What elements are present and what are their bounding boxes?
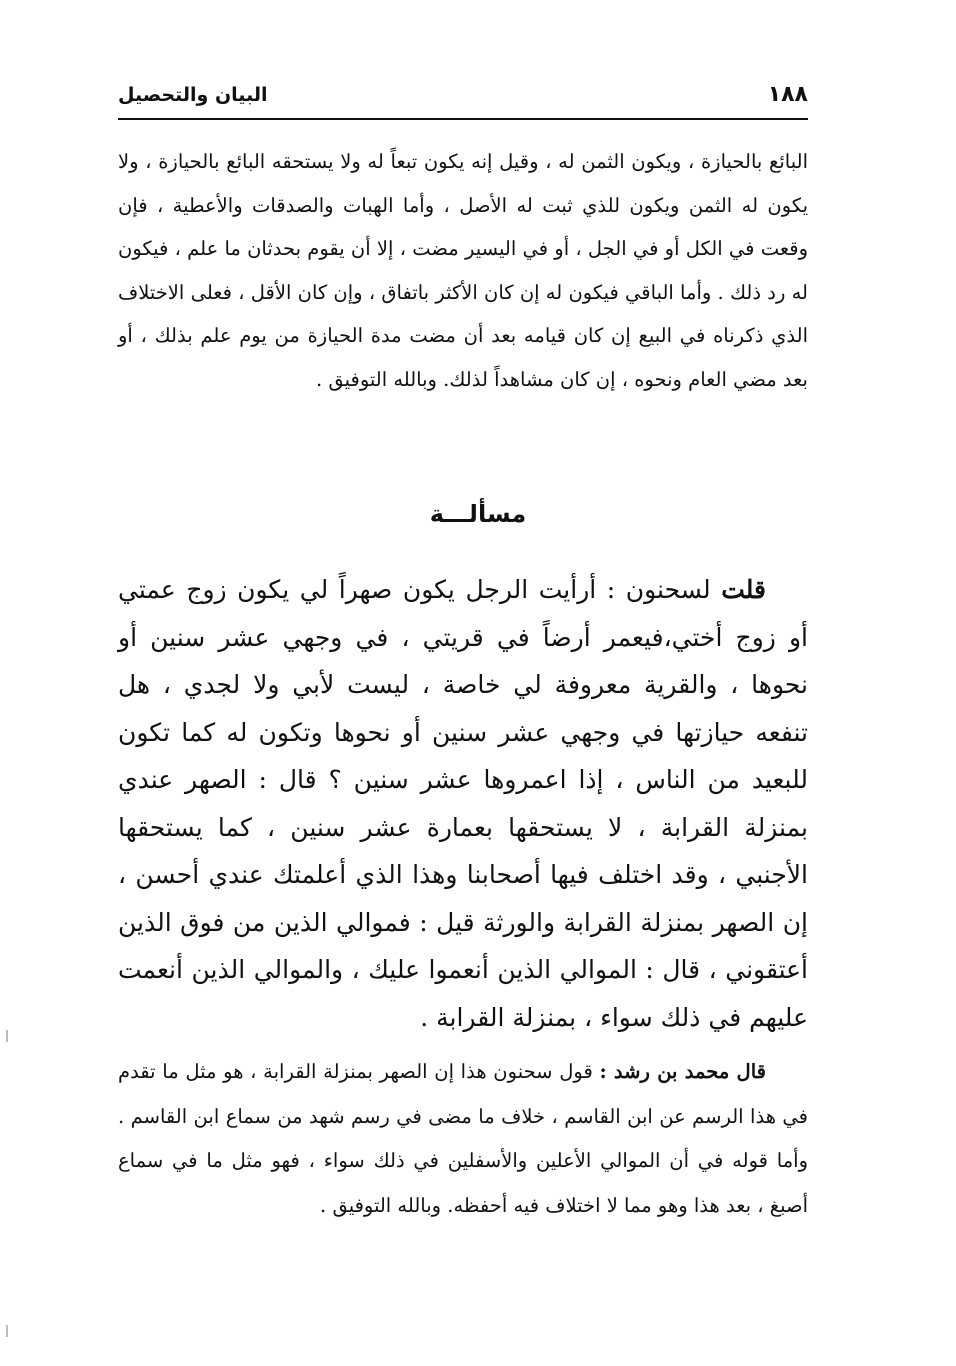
question-lead: قلت: [721, 575, 766, 604]
page-number: ١٨٨: [767, 82, 808, 107]
scan-edge-mark: [6, 1325, 8, 1337]
page-header: [118, 78, 808, 120]
question-paragraph: [118, 566, 808, 1041]
commentary-body: [118, 1050, 808, 1228]
commentary-text: قول سحنون هذا إن الصهر بمنزلة القرابة ، هو مثل ما تقدم في هذا الرسم عن ابن القاسم ، خلاف ما مضى في رسم شهد من سماع ابن القاسم . وأما قوله في أن الموالي الأعلين والأسفلين في ذلك سواء ، فهو مثل ما في سماع أصبغ ، بعد هذا وهو مما لا اختلاف فيه أحفظه. وبالله التوفيق .: [118, 1060, 808, 1217]
commentary-lead: قال محمد بن رشد :: [599, 1060, 766, 1083]
commentary-paragraph: [118, 1050, 808, 1228]
paragraph-text: البائع بالحيازة ، ويكون الثمن له ، وقيل إنه يكون تبعاً له ولا يستحقه البائع بالحيازة ، ولا يكون له الثمن ويكون للذي ثبت له الأصل ، وأما الهبات والصدقات والأعطية ، فإن وقعت في الكل أو في الجل ، أو في اليسير مضت ، إلا أن يقوم بحدثان ما علم ، فيكون له رد ذلك . وأما الباقي فيكون له إن كان الأكثر باتفاق ، وإن كان الأقل ، فعلى الاختلاف الذي ذكرناه في البيع إن كان قيامه بعد أن مضت مدة الحيازة من يوم علم بذلك ، أو بعد مضي العام ونحوه ، إن كان مشاهداً لذلك. وبالله التوفيق .: [118, 150, 808, 391]
question-text: لسحنون : أرأيت الرجل يكون صهراً لي يكون زوج عمتي أو زوج أختي،فيعمر أرضاً في قريتي ، في وجهي عشر سنين أو نحوها ، والقرية معروفة لي خاصة ، ليست لأبي ولا لجدي ، هل تنفعه حيازتها في وجهي عشر سنين أو نحوها وتكون له كما تكون للبعيد من الناس ، إذا اعمروها عشر سنين ؟ قال : الصهر عندي بمنزلة القرابة ، لا يستحقها بعمارة عشر سنين ، كما يستحقها الأجنبي ، وقد اختلف فيها أصحابنا وهذا الذي أعلمتك عندي أحسن ، إن الصهر بمنزلة القرابة والورثة قيل : فموالي الذين من فوق الذين أعتقوني ، قال : الموالي الذين أنعموا عليك ، والموالي الذين أنعمت عليهم في ذلك سواء ، بمنزلة القرابة .: [118, 575, 808, 1032]
section-heading: مسألـــة: [429, 500, 527, 528]
scan-edge-mark: [6, 1030, 8, 1042]
question-body: [118, 566, 808, 1041]
paragraph-continuation: [118, 140, 808, 401]
running-title: البيان والتحصيل: [118, 84, 268, 106]
